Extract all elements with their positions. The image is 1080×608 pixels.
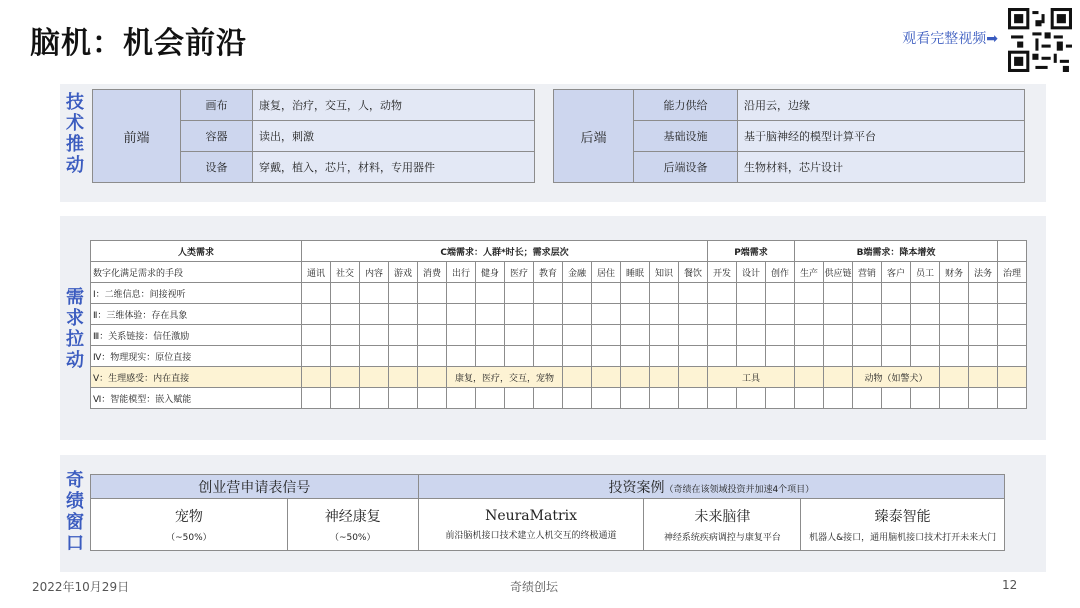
table-row: Ⅳ：物理现实：原位直接 bbox=[91, 346, 1027, 367]
highlighted-row: Ⅴ：生理感受：内在直接 康复，医疗，交互，宠物 工具 动物（如警犬） bbox=[91, 367, 1027, 388]
window-side-label: 奇 绩 窗 口 bbox=[66, 470, 84, 554]
case-header: 投资案例（奇绩在该领域投资并加速4个项目） bbox=[418, 475, 1004, 499]
front-end-table: 前端 画布 康复，治疗，交互，人，动物 容器 读出，刺激 设备 穿戴，植入，芯片，材料，专用器件 bbox=[92, 89, 535, 183]
tech-side-label: 技 术 推 动 bbox=[66, 92, 84, 176]
signal-header: 创业营申请表信号 bbox=[91, 475, 419, 499]
page-title: 脑机：机会前沿 bbox=[30, 26, 247, 61]
demand-side-label: 需 求 拉 动 bbox=[66, 287, 84, 371]
b-end-header: B端需求：降本增效 bbox=[795, 241, 998, 262]
footer-date: 2022年10月29日 bbox=[32, 580, 130, 594]
signal-item: 神经康复 （~50%） bbox=[287, 499, 418, 551]
table-row: Ⅱ：三维体验：存在具象 bbox=[91, 304, 1027, 325]
case-item: NeuraMatrix 前沿脑机接口技术建立人机交互的终极通道 bbox=[418, 499, 644, 551]
demand-matrix bbox=[90, 240, 1027, 409]
table-row: Ⅲ：关系链接：信任激励 bbox=[91, 325, 1027, 346]
table-row: Ⅰ：二维信息：间接视听 bbox=[91, 283, 1027, 304]
row-header-label: 数字化满足需求的手段 bbox=[91, 262, 302, 283]
front-end-label: 前端 bbox=[93, 90, 181, 183]
c-end-header: C端需求：人群*时长；需求层次 bbox=[302, 241, 708, 262]
b-end-highlight: 动物（如警犬） bbox=[853, 367, 940, 388]
human-needs-header: 人类需求 bbox=[91, 241, 302, 262]
footer-brand: 奇绩创坛 bbox=[510, 580, 559, 594]
page-number: 12 bbox=[1002, 578, 1018, 592]
qr-code-icon[interactable] bbox=[1008, 8, 1072, 72]
back-end-label: 后端 bbox=[554, 90, 634, 183]
column-header-row: 数字化满足需求的手段 通讯 社交 内容 游戏 消费 出行 健身 医疗 教育 金融 居住 睡眠 知识 餐饮 开发 设计 创作 生产 供应链 营销 客户 员工 财务 法务 治理 bbox=[91, 262, 1027, 283]
c-end-highlight: 康复，医疗，交互，宠物 bbox=[447, 367, 563, 388]
p-end-highlight: 工具 bbox=[708, 367, 795, 388]
table-row: Ⅵ：智能模型：嵌入赋能 bbox=[91, 388, 1027, 409]
back-end-table: 后端 能力供给 沿用云，边缘 基础设施 基于脑神经的模型计算平台 后端设备 生物材料，芯片设计 bbox=[553, 89, 1025, 183]
case-item: 未来脑律 神经系统疾病调控与康复平台 bbox=[644, 499, 801, 551]
case-item: 臻泰智能 机器人&接口，通用脑机接口技术打开未来大门 bbox=[801, 499, 1005, 551]
watch-video-link[interactable]: 观看完整视频➡ bbox=[902, 31, 998, 47]
p-end-header: P端需求 bbox=[708, 241, 795, 262]
signal-item: 宠物 （~50%） bbox=[91, 499, 288, 551]
window-table bbox=[90, 474, 1005, 551]
